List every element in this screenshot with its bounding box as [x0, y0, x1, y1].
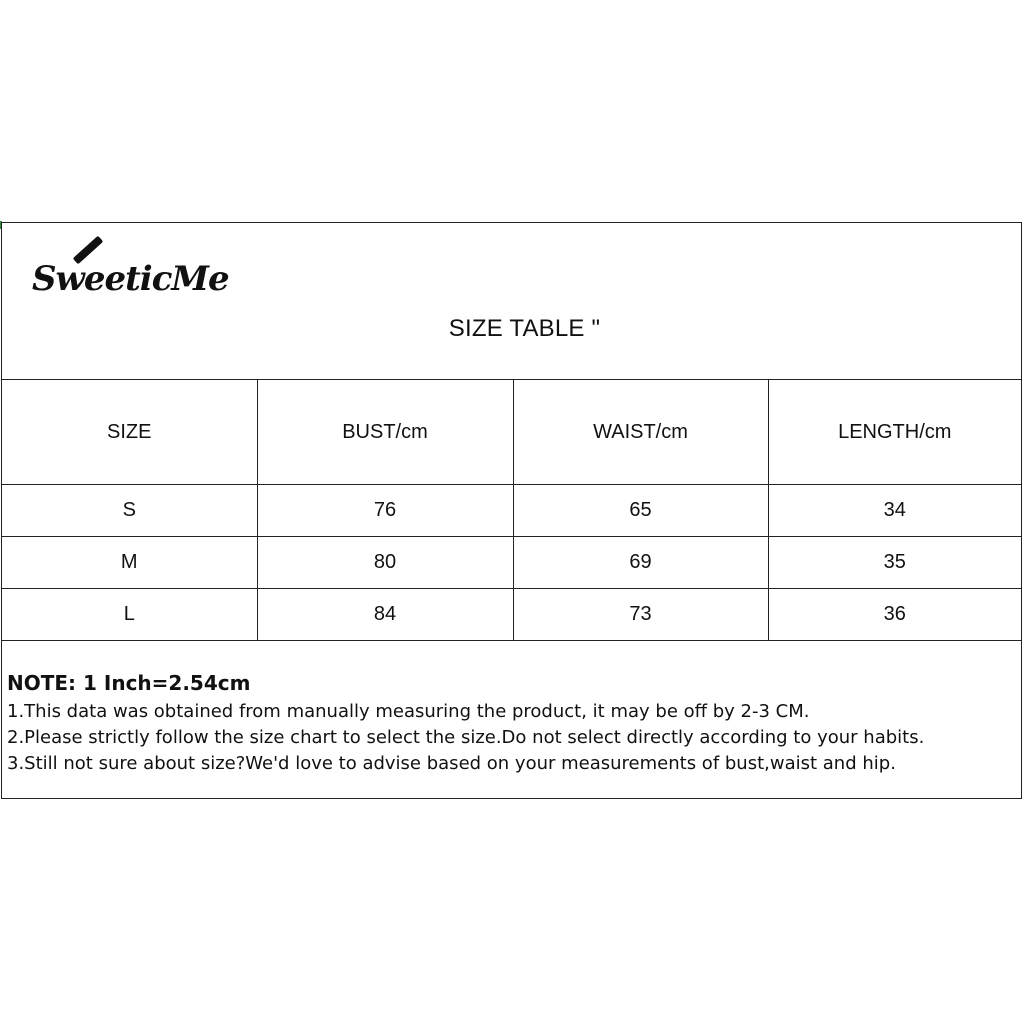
cell-length: 34 [768, 485, 1021, 537]
column-header-size: SIZE [2, 380, 257, 485]
size-table [2, 380, 1021, 641]
cell-waist: 73 [513, 589, 768, 641]
column-header-bust: BUST/cm [257, 380, 513, 485]
cell-size: S [2, 485, 257, 537]
brand-logo [32, 251, 229, 301]
cell-length: 35 [768, 537, 1021, 589]
cell-waist: 65 [513, 485, 768, 537]
notes-section [7, 667, 1017, 777]
cell-size: M [2, 537, 257, 589]
table-row [2, 537, 1021, 589]
table-row [2, 589, 1021, 641]
note-line: 1.This data was obtained from manually measuring the product, it may be off by 2-3 CM. [7, 701, 810, 722]
cell-bust: 80 [257, 537, 513, 589]
note-line: 3.Still not sure about size?We'd love to advise based on your measurements of bust,waist and hip. [7, 753, 896, 774]
cell-bust: 84 [257, 589, 513, 641]
cell-waist: 69 [513, 537, 768, 589]
table-row [2, 485, 1021, 537]
column-header-length: LENGTH/cm [768, 380, 1021, 485]
cell-size: L [2, 589, 257, 641]
page-title: SIZE TABLE " [448, 315, 601, 342]
column-header-waist: WAIST/cm [513, 380, 768, 485]
size-chart [1, 222, 1022, 799]
cell-bust: 76 [257, 485, 513, 537]
note-title: NOTE: 1 Inch=2.54cm [7, 671, 251, 695]
table-header-row [2, 380, 1021, 485]
cell-length: 36 [768, 589, 1021, 641]
note-line: 2.Please strictly follow the size chart to select the size.Do not select directly according to your habits. [7, 727, 925, 748]
logo-text: SweeticMe [32, 259, 229, 299]
chart-header [2, 223, 1021, 380]
